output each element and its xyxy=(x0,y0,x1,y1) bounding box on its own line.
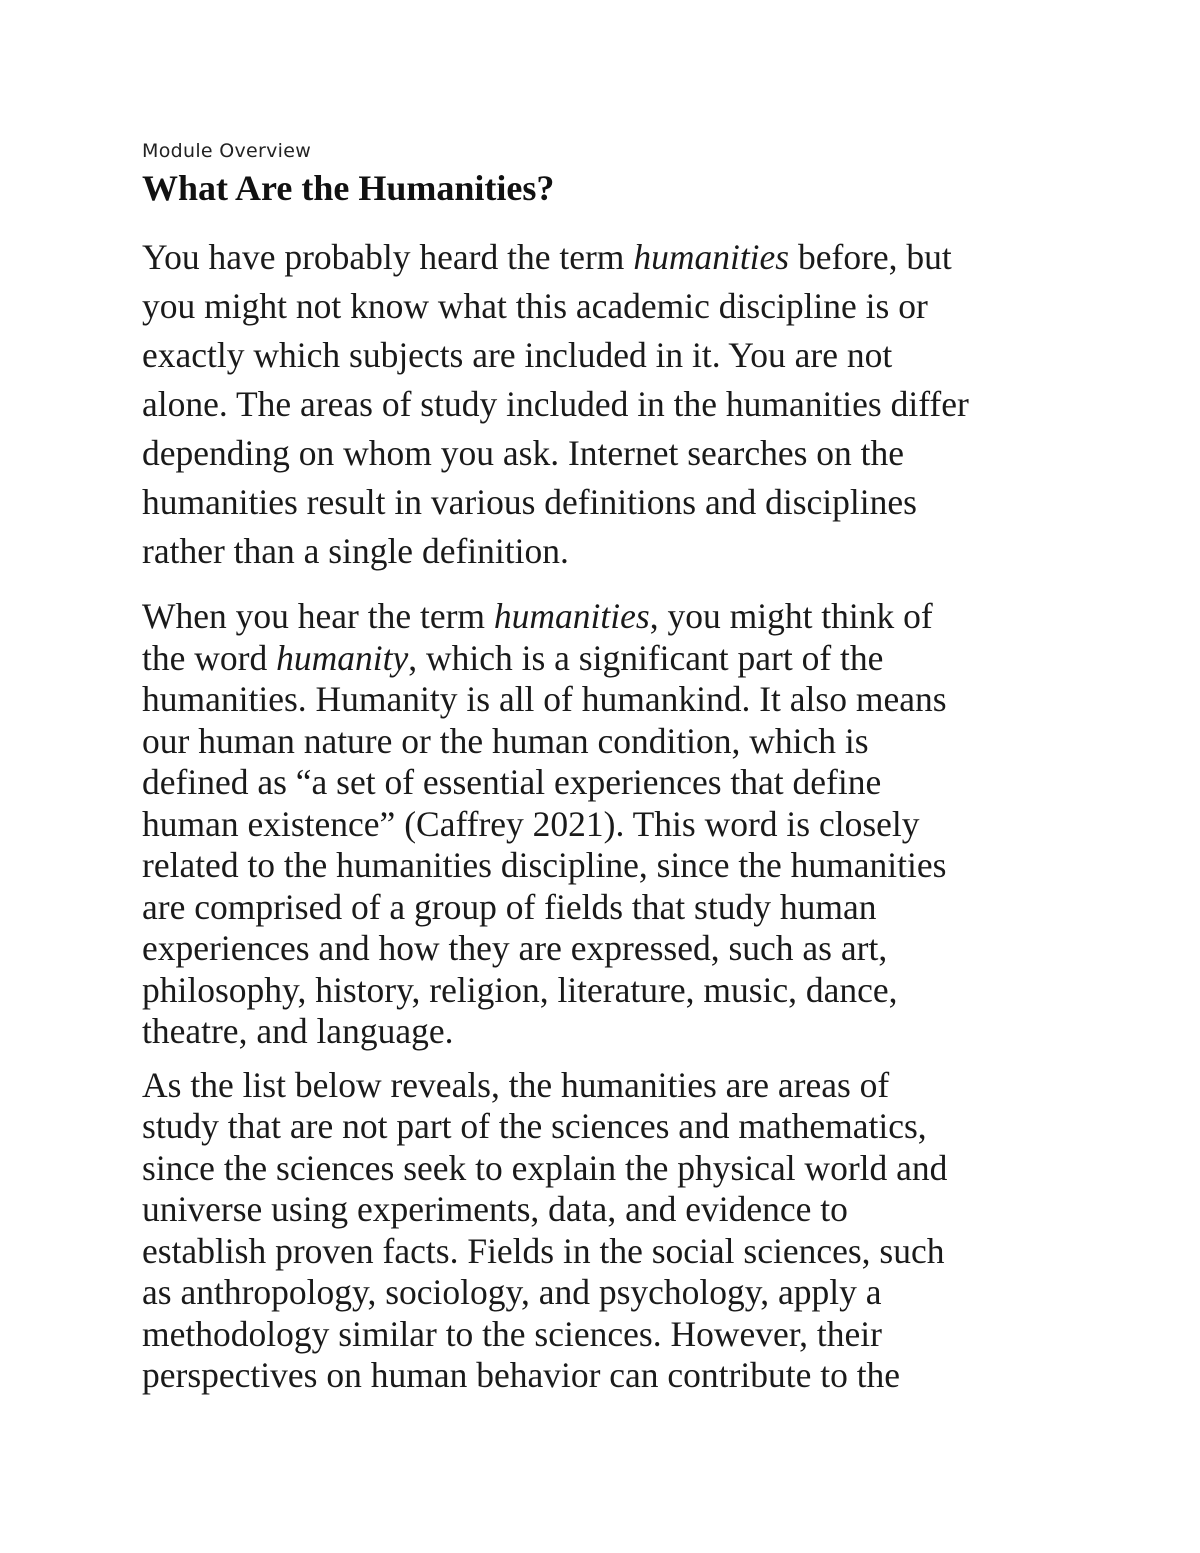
paragraph-line: you might not know what this academic discipline is or xyxy=(142,286,928,327)
paragraph-line: You have probably heard the term humanities before, but xyxy=(142,237,952,278)
paragraph-line: theatre, and language. xyxy=(142,1011,454,1052)
paragraph-line: depending on whom you ask. Internet searches on the xyxy=(142,433,905,474)
paragraph-line: perspectives on human behavior can contribute to the xyxy=(142,1355,901,1396)
document-page xyxy=(142,140,1082,1409)
paragraph-line: methodology similar to the sciences. However, their xyxy=(142,1313,882,1354)
paragraph-line: as anthropology, sociology, and psychology, apply a xyxy=(142,1272,882,1313)
paragraph-line: our human nature or the human condition, which is xyxy=(142,720,869,761)
paragraph-line: When you hear the term humanities, you might think of xyxy=(142,596,933,637)
paragraph-line: human existence” (Caffrey 2021). This word is closely xyxy=(142,803,920,844)
paragraph-line: humanities. Humanity is all of humankind. It also means xyxy=(142,679,947,720)
paragraph-line: rather than a single definition. xyxy=(142,531,569,572)
paragraph-line: establish proven facts. Fields in the social sciences, such xyxy=(142,1230,945,1271)
paragraph-line: exactly which subjects are included in it. You are not xyxy=(142,335,893,376)
paragraph-line: As the list below reveals, the humanities are areas of xyxy=(142,1064,890,1105)
paragraph-line: related to the humanities discipline, since the humanities xyxy=(142,845,947,886)
module-overview-label: Module Overview xyxy=(142,140,312,162)
paragraph-line: humanities result in various definitions and disciplines xyxy=(142,482,917,523)
paragraph-line: are comprised of a group of fields that study human xyxy=(142,886,877,927)
paragraph-line: defined as “a set of essential experiences that define xyxy=(142,762,882,803)
paragraph-line: alone. The areas of study included in the humanities differ xyxy=(142,384,969,425)
paragraph-line: universe using experiments, data, and evidence to xyxy=(142,1189,848,1230)
paragraph-humanity xyxy=(142,596,1082,1053)
page-title: What Are the Humanities? xyxy=(142,168,555,208)
paragraph-line: philosophy, history, religion, literature, music, dance, xyxy=(142,969,898,1010)
emphasis: humanities xyxy=(493,596,650,637)
emphasis: humanities xyxy=(633,237,790,278)
paragraph-line: the word humanity, which is a significant part of the xyxy=(142,637,884,678)
paragraph-sciences xyxy=(142,1065,1082,1397)
paragraph-intro xyxy=(142,233,1082,576)
paragraph-line: study that are not part of the sciences and mathematics, xyxy=(142,1106,927,1147)
paragraph-line: since the sciences seek to explain the physical world and xyxy=(142,1147,948,1188)
paragraph-line: experiences and how they are expressed, such as art, xyxy=(142,928,888,969)
emphasis: humanity xyxy=(276,637,409,678)
